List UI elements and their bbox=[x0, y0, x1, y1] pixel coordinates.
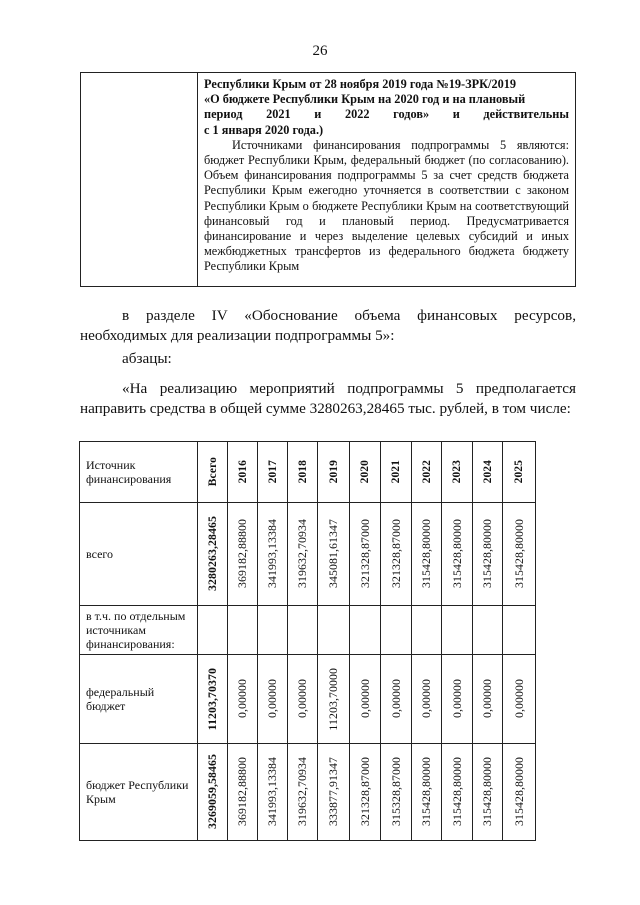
table-cell: 3269059,58465 bbox=[205, 754, 219, 830]
law-line-4: с 1 января 2020 года.) bbox=[204, 122, 324, 137]
row-label: бюджет Республики Крым bbox=[80, 744, 198, 841]
continuation-table bbox=[80, 72, 576, 287]
table-cell bbox=[198, 606, 228, 655]
law-line-3: период 2021 и 2022 годов» и действительны bbox=[204, 107, 569, 122]
table-cell: 315428,80000 bbox=[480, 757, 494, 827]
abzacy-text: абзацы: bbox=[122, 350, 172, 367]
table-cell: 319632,70934 bbox=[295, 519, 309, 589]
table-cell: 321328,87000 bbox=[357, 757, 372, 827]
col-header: 2024 bbox=[481, 460, 494, 484]
table-row bbox=[80, 655, 536, 744]
table-cell: 369182,88800 bbox=[235, 757, 249, 827]
table-header-row bbox=[80, 442, 536, 503]
table-cell: 321328,87000 bbox=[357, 519, 372, 589]
table-row bbox=[80, 744, 536, 841]
quote-text: «На реализацию мероприятий подпрограммы 5 предполагается направить средства в общей сумме 3280263,28465 тыс. рублей, в том числе: bbox=[80, 380, 576, 417]
col-header: 2022 bbox=[420, 460, 433, 484]
law-line-2: «О бюджете Республики Крым на 2020 год и на плановый bbox=[204, 92, 526, 107]
source-header: Источник финансирования bbox=[80, 442, 198, 503]
table-cell: 0,00000 bbox=[357, 679, 372, 719]
table-cell: 315428,80000 bbox=[511, 757, 526, 827]
continuation-table-empty-cell bbox=[81, 73, 198, 286]
table-cell: 315428,80000 bbox=[449, 757, 464, 827]
table-cell: 0,00000 bbox=[295, 679, 309, 719]
table-cell: 315328,87000 bbox=[388, 757, 403, 827]
table-cell bbox=[228, 606, 258, 655]
table-cell bbox=[503, 606, 536, 655]
table-cell bbox=[350, 606, 381, 655]
col-header: 2017 bbox=[266, 460, 279, 484]
page-number: 26 bbox=[312, 43, 328, 59]
col-header: Всего bbox=[206, 457, 219, 487]
quote-paragraph bbox=[80, 379, 576, 419]
continuation-table-text-cell bbox=[198, 73, 575, 286]
col-header: 2019 bbox=[327, 460, 340, 484]
table-cell: 0,00000 bbox=[235, 679, 249, 719]
financing-table bbox=[79, 441, 536, 841]
table-cell bbox=[473, 606, 503, 655]
table-cell: 0,00000 bbox=[511, 679, 526, 719]
table-cell: 0,00000 bbox=[265, 679, 279, 719]
abzacy-paragraph bbox=[80, 349, 576, 369]
table-cell: 321328,87000 bbox=[388, 519, 403, 589]
table-cell: 11203,70370 bbox=[205, 667, 219, 731]
table-cell bbox=[381, 606, 412, 655]
table-cell: 315428,80000 bbox=[449, 519, 464, 589]
row-label: всего bbox=[80, 503, 198, 606]
law-line-1: Республики Крым от 28 ноября 2019 года №19-ЗРК/2019 bbox=[204, 77, 517, 91]
table-row bbox=[80, 606, 536, 655]
table-cell: 333877,91347 bbox=[326, 757, 340, 827]
table-cell: 369182,88800 bbox=[235, 519, 249, 589]
table-cell bbox=[318, 606, 350, 655]
col-header: 2025 bbox=[513, 460, 525, 484]
table-cell: 315428,80000 bbox=[419, 519, 433, 589]
table-cell: 315428,80000 bbox=[480, 519, 494, 589]
section-paragraph bbox=[80, 306, 576, 346]
table-cell: 341993,13384 bbox=[265, 757, 279, 827]
table-cell: 319632,70934 bbox=[295, 757, 309, 827]
col-header: 2016 bbox=[236, 460, 249, 484]
table-cell bbox=[258, 606, 288, 655]
table-cell: 341993,13384 bbox=[265, 519, 279, 589]
table-cell: 315428,80000 bbox=[419, 757, 433, 827]
table-cell: 11203,70000 bbox=[326, 667, 340, 731]
table-cell: 0,00000 bbox=[419, 679, 433, 719]
section-text: в разделе IV «Обоснование объема финансовых ресурсов, необходимых для реализации подпрограммы 5»: bbox=[80, 307, 576, 344]
financing-sources-text: Источниками финансирования подпрограммы 5 являются: бюджет Республики Крым, федеральный бюджет (по согласованию). Объем финансирования подпрограммы 5 за счет средств бюджета Республики Крым ежегодно уточняется в соответствии с законом Республики Крым о бюджете Республики Крым на соответствующий финансовый год и плановый период. Предусматривается финансирование и через выделение целевых субсидий и иных межбюджетных трансфертов из федерального бюджета бюджету Республики Крым bbox=[204, 137, 569, 274]
table-cell: 0,00000 bbox=[388, 679, 403, 719]
table-cell: 315428,80000 bbox=[511, 519, 526, 589]
table-cell: 3280263,28465 bbox=[205, 516, 219, 592]
col-header: 2020 bbox=[359, 460, 371, 484]
table-cell bbox=[412, 606, 442, 655]
table-cell: 345081,61347 bbox=[326, 519, 340, 589]
table-cell bbox=[288, 606, 318, 655]
table-cell bbox=[442, 606, 473, 655]
table-cell: 0,00000 bbox=[449, 679, 464, 719]
row-label: в т.ч. по отдельным источникам финансирования: bbox=[80, 606, 198, 655]
col-header: 2021 bbox=[390, 460, 402, 484]
table-row bbox=[80, 503, 536, 606]
col-header: 2018 bbox=[296, 460, 309, 484]
table-cell: 0,00000 bbox=[480, 679, 494, 719]
row-label: федеральный бюджет bbox=[80, 655, 198, 744]
col-header: 2023 bbox=[451, 460, 463, 484]
